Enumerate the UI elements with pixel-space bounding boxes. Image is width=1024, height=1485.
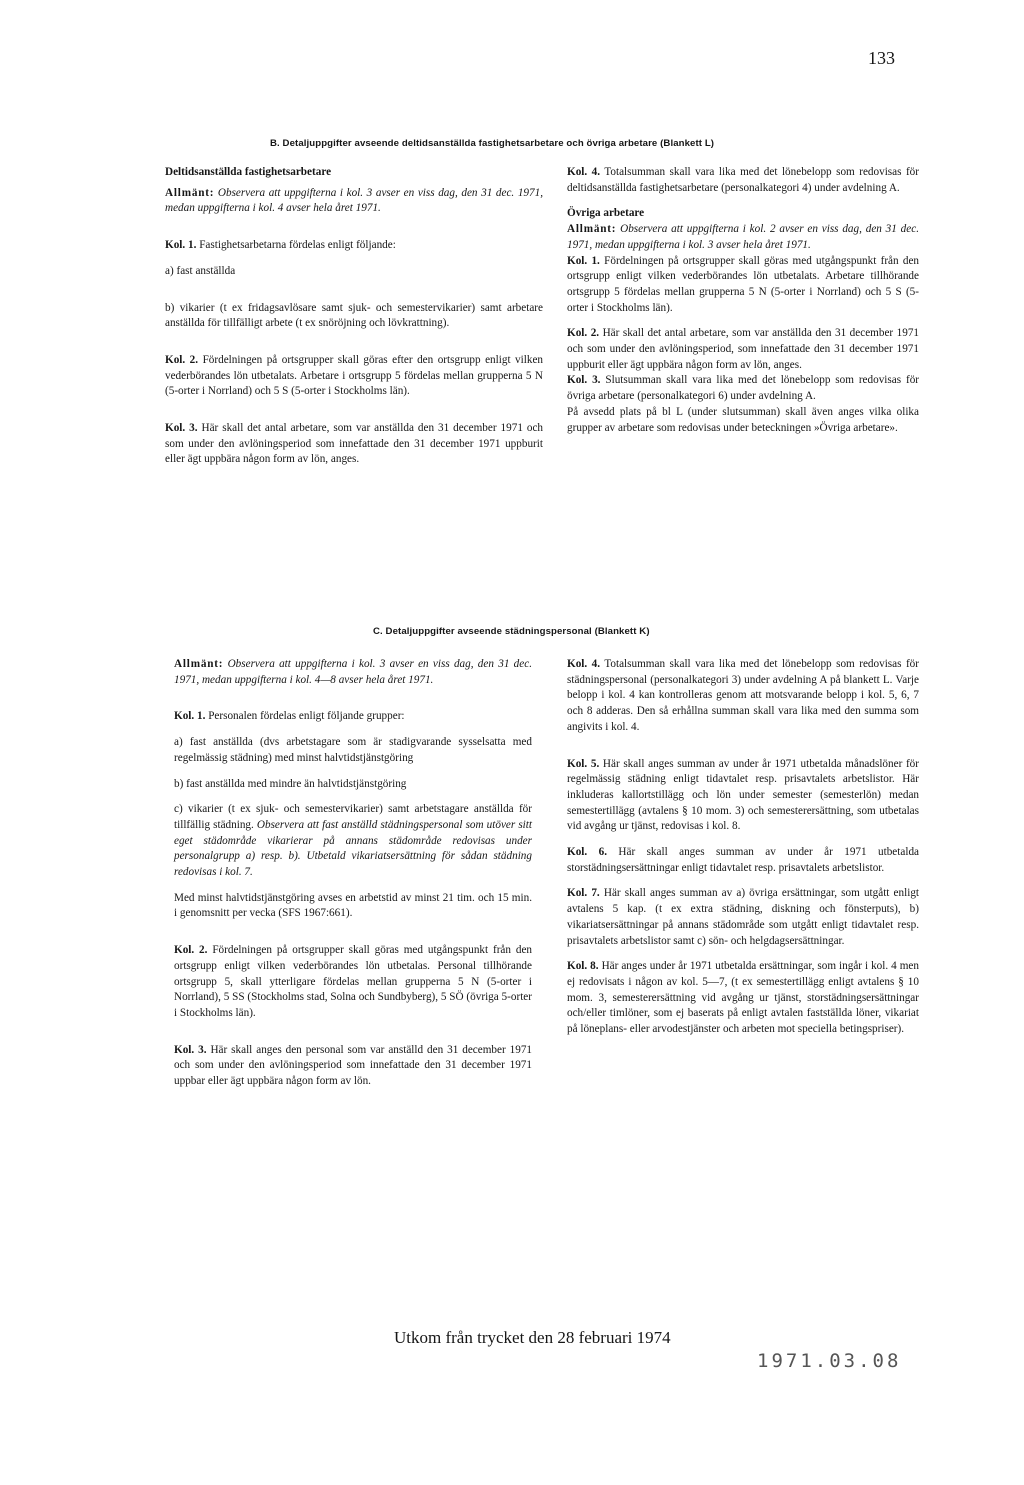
section-c-heading: C. Detaljuppgifter avseende städningspersonal (Blankett K)	[373, 626, 650, 637]
allmant-label: Allmänt:	[165, 186, 215, 199]
kol-text: Totalsumman skall vara lika med det lönebelopp som redovisas för deltidsanställda fastighetsarbetare (personalkategori 4) under avdelning A.	[567, 166, 919, 194]
allmant-label: Allmänt:	[567, 223, 617, 236]
kol-text: Slutsumman skall vara lika med det lönebelopp som redovisas för övriga arbetare (personalkategori 6) under avdelning A.	[567, 374, 920, 403]
kol-label: Kol. 4.	[567, 658, 601, 670]
kol-text: Personalen fördelas enligt följande grupper:	[208, 710, 405, 723]
ovriga-heading: Övriga arbetare	[567, 207, 645, 220]
list-item: b) fast anställda med mindre än halvtidstjänstgöring	[174, 777, 407, 790]
section-b-left-column	[165, 165, 543, 468]
kol-label: Kol. 5.	[567, 757, 600, 770]
printed-date: Utkom från trycket den 28 februari 1974	[394, 1328, 671, 1347]
kol-text: Här skall anges den personal som var anställd den 31 december 1971 och som under den avlöningsperiod som innefattade den 31 december 1971 uppbar eller ägt uppbära någon form av lön.	[174, 1043, 533, 1088]
page-number: 133	[868, 48, 895, 68]
section-b-right-column	[567, 165, 919, 436]
kol-label: Kol. 8.	[567, 960, 599, 973]
allmant-label: Allmänt:	[174, 658, 224, 670]
kol-text: Här skall anges summan av under år 1971 utbetalda storstädningsersättningar enligt tidavtalet resp. prisavtalets arbetslistor.	[567, 846, 920, 874]
kol-text: Här skall anges summan av a) övriga ersättningar, som utgått enligt avtalens 5 kap. (t ex extra städning, diskning och fönsterputs), b) vikariatsersättningar på annans städområde som utgått enligt tidavtalet resp. prisavtalets arbetslistor samt c) sön- och helgdagsersättningar.	[567, 887, 920, 947]
section-c-left-column	[174, 657, 532, 1090]
allmant-text: Observera att uppgifterna i kol. 2 avser en viss dag, den 31 dec. 1971, medan uppgifterna i kol. 3 avser hela året 1971.	[567, 223, 919, 251]
kol-label: Kol. 3.	[165, 422, 198, 435]
kol-label: Kol. 4.	[567, 166, 601, 178]
list-item: a) fast anställda	[165, 264, 236, 277]
halvtid-text: Med minst halvtidstjänstgöring avses en arbetstid av minst 21 tim. och 15 min. i genomsnitt per vecka (SFS 1967:661).	[174, 891, 532, 920]
kol-text: Här skall anges summan av under år 1971 utbetalda månadslöner för regelmässig städning enligt tidavtalet resp. prisavtalets arbetslistor. Här inkluderas kallortstillägg och lön under semester (semesterlön) medan semestertillägg (avtalens § 10 mom. 3) och semesterersättning, som utbetalas vid avgång ur tjänst, redovisas i kol. 8.	[567, 757, 920, 833]
kol-label: Kol. 1.	[165, 239, 197, 252]
allmant-text: Observera att uppgifterna i kol. 3 avser en viss dag, den 31 dec. 1971, medan uppgifterna i kol. 4—8 avser hela året 1971.	[174, 658, 533, 686]
kol-text: Fördelningen på ortsgrupper skall göras med utgångspunkt från den ortsgrupp enligt vilken vederbörandes lön utbetalats. Arbetare tillhörande ortsgrupp 5 fördelas mellan grupperna 5 N (5-orter i Norrland) och 5 S (5-orter i Stockholms län).	[567, 254, 920, 314]
kol-label: Kol. 3.	[174, 1043, 207, 1056]
kol-text: Fastighetsarbetarna fördelas enligt följande:	[199, 239, 396, 252]
note-text: På avsedd plats på bl L (under slutsumman) skall även anges vilka olika grupper av arbetare som redovisas under beteckningen »Övriga arbetare».	[567, 405, 919, 434]
date-stamp: 1971.03.08	[757, 1350, 902, 1372]
deltid-subheading: Deltidsanställda fastighetsarbetare	[165, 166, 332, 178]
kol-text: Här skall det antal arbetare, som var anställda den 31 december 1971 och som under den avlöningsperiod, som innefattade den 31 december 1971 uppburit eller ägt uppbära någon form av lön, anges.	[567, 327, 920, 371]
section-c-right-column	[567, 657, 919, 1038]
kol-text: Här skall det antal arbetare, som var anställda den 31 december 1971 och som under den avlöningsperiod som innefattade den 31 december 1971 uppburit eller ägt uppbära någon form av lön, anges.	[165, 422, 544, 466]
list-item: c) vikarier (t ex sjuk- och semestervikarier) samt arbetstagare anställda för tillfällig städning.	[174, 803, 532, 831]
kol-text: Här anges under år 1971 utbetalda ersättningar, som ingår i kol. 4 men ej redovisats i någon av kol. 5—7, (t ex semestertillägg enligt avtalens § 10 mom. 3, semesterersättning vid avgång ur tjänst, storstädningsersättningar och/eller timlöner, som ej baserats på enligt avtalen fastställda löner, vikariat på löneplans- eller arvodestjänster och arbeten mot speciella betingspriser).	[567, 960, 919, 1036]
section-b-heading: B. Detaljuppgifter avseende deltidsanställda fastighetsarbetare och övriga arbetare (Blankett L)	[270, 138, 715, 149]
kol-label: Kol. 1.	[174, 710, 206, 723]
kol-label: Kol. 2.	[174, 944, 208, 957]
kol-label: Kol. 6.	[567, 846, 607, 859]
kol-label: Kol. 2.	[165, 353, 199, 366]
kol-label: Kol. 2.	[567, 327, 600, 340]
allmant-text: Observera att uppgifterna i kol. 3 avser en viss dag, den 31 dec. 1971, medan uppgifterna i kol. 4 avser hela året 1971.	[165, 186, 543, 215]
kol-text: Totalsumman skall vara lika med det lönebelopp som redovisas för städningspersonal (personalkategori 3) under avdelning A på blankett L. Varje belopp i kol. 4 kan kontrolleras genom att motsvarande belopp i kol. 5, 6, 7 och 8 adderas. Den så erhållna summan skall vara lika med den summa som angivits i kol. 4.	[567, 658, 919, 733]
kol-label: Kol. 7.	[567, 887, 600, 900]
kol-text: Fördelningen på ortsgrupper skall göras efter den ortsgrupp enligt vilken vederbörandes lön utbetalats. Arbetare i ortsgrupp 5 fördelas mellan grupperna 5 N (5-orter i Norrland) och 5 S (5-orter i Stockholms län).	[165, 353, 544, 398]
kol-label: Kol. 3.	[567, 374, 601, 387]
list-item: b) vikarier (t ex fridagsavlösare samt sjuk- och semestervikarier) samt arbetare anställda för tillfälligt arbete (t ex snöröjning och lövkrattning).	[165, 301, 543, 330]
kol-label: Kol. 1.	[567, 254, 600, 267]
list-item: a) fast anställda (dvs arbetstagare som är stadigvarande sysselsatta med regelmässig städning) med minst halvtidstjänstgöring	[174, 736, 532, 764]
list-item-note: Observera att fast anställd städningspersonal som utöver sitt eget städområde vikarierar på annans städområde redovisas under personalgrupp a) resp. b). Utbetald vikariatsersättning för sådan städning redovisas i kol. 7.	[174, 818, 532, 879]
kol-text: Fördelningen på ortsgrupper skall göras med utgångspunkt från den ortsgrupp enligt vilken vederbörandes lön utbetalas. Personal tillhörande ortsgrupp 5, skall ytterligare fördelas mellan grupperna 5 N (5-orter i Norrland), 5 SS (Stockholms stad, Solna och Sundbyberg), 5 SÖ (övriga 5-orter i Stockholms län).	[174, 944, 532, 1019]
